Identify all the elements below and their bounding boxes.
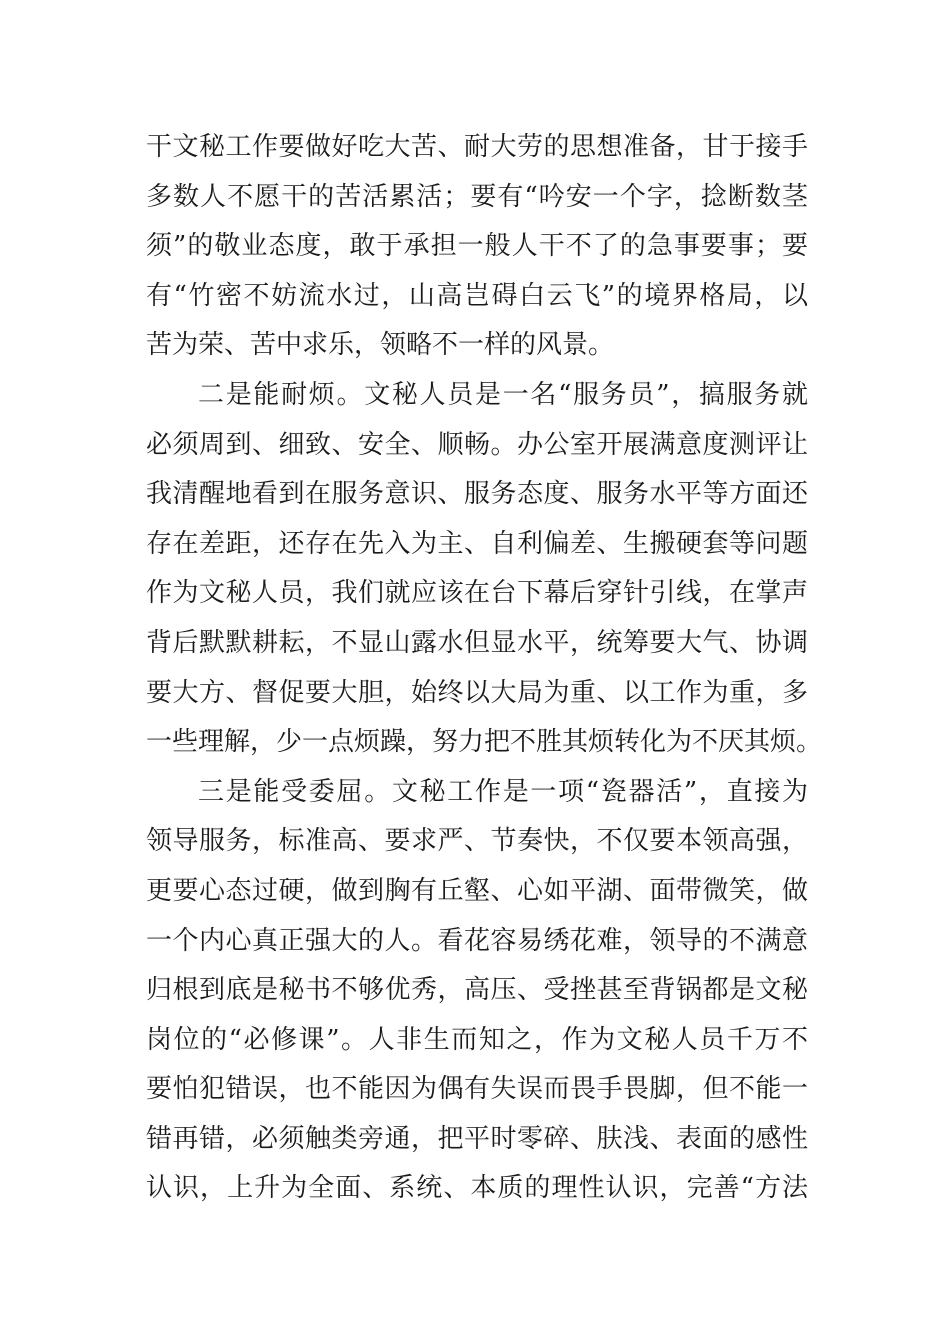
text-line: 我清醒地看到在服务意识、服务态度、服务水平等方面还 xyxy=(146,479,808,510)
text-line: 要大方、督促要大胆，始终以大局为重、以工作为重，多 xyxy=(146,677,808,708)
text-line: 更要心态过硬，做到胸有丘壑、心如平湖、面带微笑，做 xyxy=(146,875,808,906)
text-line: 存在差距，还存在先入为主、自利偏差、生搬硬套等问题 xyxy=(146,528,808,559)
text-line: 须”的敬业态度，敢于承担一般人干不了的急事要事；要 xyxy=(146,231,808,262)
text-line: 作为文秘人员，我们就应该在台下幕后穿针引线，在掌声 xyxy=(146,578,808,609)
paragraph-3 xyxy=(146,768,808,1214)
text-line: 错再错，必须触类旁通，把平时零碎、肤浅、表面的感性 xyxy=(146,1123,808,1154)
text-line: 归根到底是秘书不够优秀，高压、受挫甚至背锅都是文秘 xyxy=(146,975,808,1006)
text-line: 干文秘工作要做好吃大苦、耐大劳的思想准备，甘于接手 xyxy=(146,132,808,162)
paragraph-1 xyxy=(146,123,808,371)
text-line: 岗位的“必修课”。人非生而知之，作为文秘人员千万不 xyxy=(146,1024,808,1055)
text-line: 认识，上升为全面、系统、本质的理性认识，完善“方法 xyxy=(146,1173,808,1204)
text-line: 有“竹密不妨流水过，山高岂碍白云飞”的境界格局，以 xyxy=(146,280,808,311)
text-line: 背后默默耕耘，不显山露水但显水平，统筹要大气、协调 xyxy=(146,627,808,658)
text-line: 一些理解，少一点烦躁，努力把不胜其烦转化为不厌其烦。 xyxy=(146,727,823,758)
text-line: 一个内心真正强大的人。看花容易绣花难，领导的不满意 xyxy=(146,925,808,956)
text-line: 领导服务，标准高、要求严、节奏快，不仅要本领高强， xyxy=(146,826,808,857)
text-line: 必须周到、细致、安全、顺畅。办公室开展满意度测评让 xyxy=(146,429,808,460)
text-line: 二是能耐烦。文秘人员是一名“服务员”，搞服务就 xyxy=(198,379,808,410)
paragraph-2 xyxy=(146,371,823,768)
document-body xyxy=(146,123,823,1214)
text-line: 三是能受委屈。文秘工作是一项“瓷器活”，直接为 xyxy=(198,776,808,807)
text-line: 苦为荣、苦中求乐，领略不一样的风景。 xyxy=(146,330,615,361)
text-line: 要怕犯错误，也不能因为偶有失误而畏手畏脚，但不能一 xyxy=(146,1074,808,1105)
text-line: 多数人不愿干的苦活累活；要有“吟安一个字，捻断数茎 xyxy=(146,181,808,212)
